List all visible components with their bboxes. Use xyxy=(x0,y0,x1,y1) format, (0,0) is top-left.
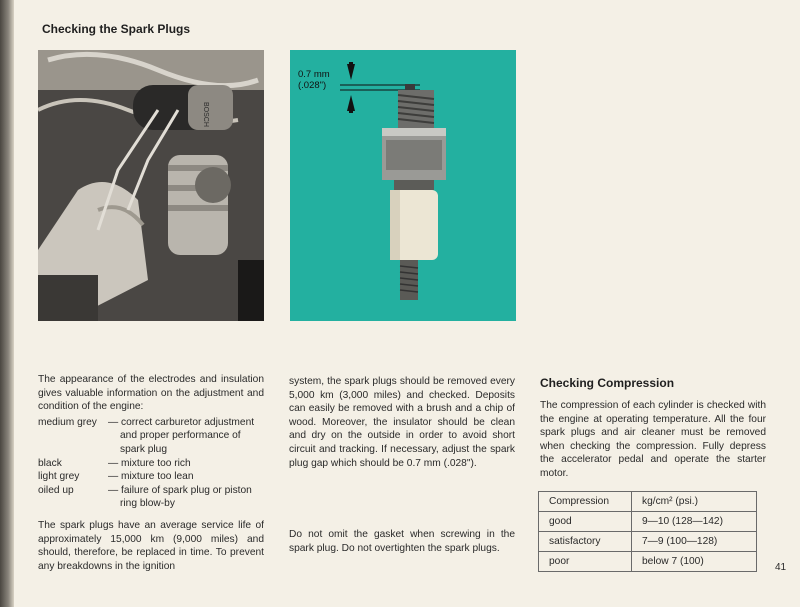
compression-heading: Checking Compression xyxy=(540,376,675,390)
table-header-row xyxy=(539,492,757,512)
condition-term: medium grey xyxy=(38,416,97,428)
table-header-cell: kg/cm² (psi.) xyxy=(632,492,757,512)
condition-item xyxy=(38,457,264,471)
condition-desc: — failure of spark plug or piston ring blow-by xyxy=(108,484,252,510)
table-cell: poor xyxy=(539,552,632,572)
table-header-cell: Compression xyxy=(539,492,632,512)
spark-plug-figure xyxy=(290,50,516,321)
engine-photo xyxy=(38,50,264,321)
compression-text-column xyxy=(540,399,766,481)
condition-term: black xyxy=(38,457,62,469)
gap-inch: (.028") xyxy=(298,80,327,91)
condition-desc: — correct carburetor adjustment and proper performance of spark plug xyxy=(108,416,255,455)
page-gutter-shadow xyxy=(0,0,14,607)
condition-item xyxy=(38,416,264,457)
spark-plug-text-column-2 xyxy=(289,375,515,470)
service-life-paragraph: The spark plugs have an average service life of approximately 15,000 km (9,000 miles) and should, therefore, be replaced in time. To prevent any breakdowns in the ignition xyxy=(38,519,264,572)
condition-item xyxy=(38,470,264,484)
table-cell: 7—9 (100—128) xyxy=(632,532,757,552)
condition-list xyxy=(38,416,264,511)
table-cell: below 7 (100) xyxy=(632,552,757,572)
condition-desc: — mixture too rich xyxy=(108,457,191,469)
compression-table xyxy=(538,491,757,572)
condition-desc: — mixture too lean xyxy=(108,471,194,483)
table-cell: satisfactory xyxy=(539,532,632,552)
spark-plug-text-column-1 xyxy=(38,373,264,573)
condition-item xyxy=(38,484,264,511)
table-row xyxy=(539,552,757,572)
condition-term: light grey xyxy=(38,471,80,483)
page-title: Checking the Spark Plugs xyxy=(42,22,191,36)
continuation-paragraph: system, the spark plugs should be removed every 5,000 km (3,000 miles) and checked. Deposits can easily be removed with a brush and a chip of wood. Moreover, the insulator should be clean and dry on the outside in order to avoid short circuit and tracking. If necessary, adjust the spark plug gap which should be 0.7 mm (.028"). xyxy=(289,376,515,469)
gasket-note-paragraph: Do not omit the gasket when screwing in the spark plug. Do not overtighten the spark plugs. xyxy=(289,529,515,554)
gasket-note-column xyxy=(289,528,515,555)
compression-paragraph: The compression of each cylinder is checked with the engine at operating temperature. All the four spark plugs and air cleaner must be removed when checking the compression. Fully depress the accelerator pedal and operate the starter motor. xyxy=(540,400,766,479)
table-row xyxy=(539,512,757,532)
gap-mm: 0.7 mm xyxy=(298,69,330,80)
table-row xyxy=(539,532,757,552)
table-cell: good xyxy=(539,512,632,532)
page-number: 41 xyxy=(775,562,787,573)
table-cell: 9—10 (128—142) xyxy=(632,512,757,532)
intro-paragraph: The appearance of the electrodes and insulation gives valuable information on the adjustment and condition of the engine: xyxy=(38,374,264,413)
gap-dimension-label xyxy=(298,69,330,91)
condition-term: oiled up xyxy=(38,484,74,496)
bosch-label: BOSCH xyxy=(202,102,209,127)
